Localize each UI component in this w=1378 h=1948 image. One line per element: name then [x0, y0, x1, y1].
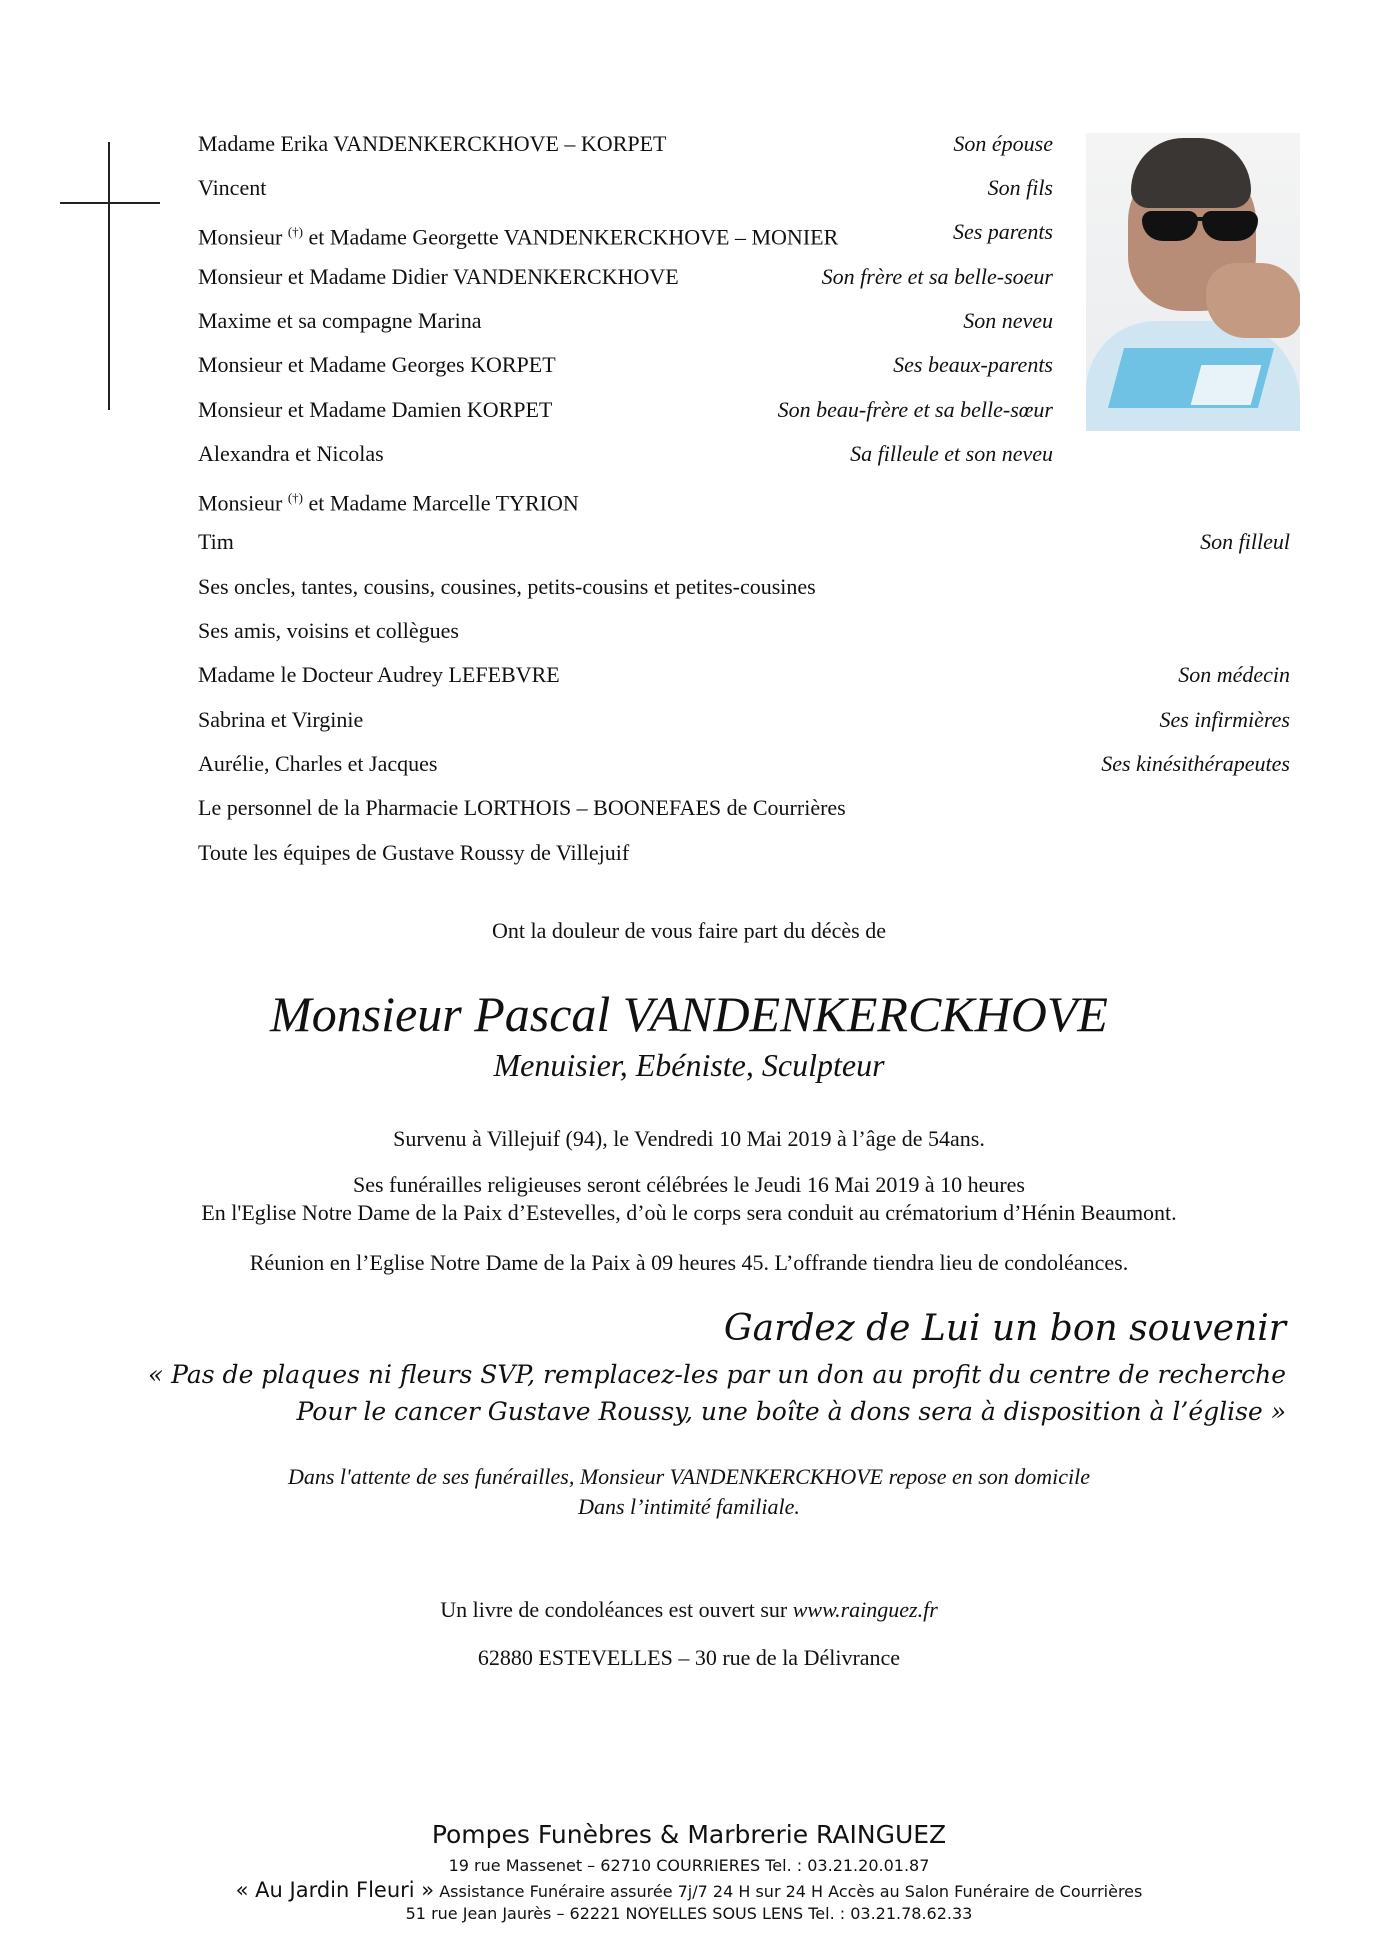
donation-quote-2: Pour le cancer Gustave Roussy, une boîte à dons sera à disposition à l’église »: [296, 1397, 1286, 1426]
family-name: Ses oncles, tantes, cousins, cousines, petits-cousins et petites-cousines: [198, 574, 816, 599]
family-name: Monsieur et Madame Georges KORPET: [198, 352, 556, 377]
deceased-name: Monsieur Pascal VANDENKERCKHOVE: [270, 986, 1108, 1042]
company-address-2: 51 rue Jean Jaurès – 62221 NOYELLES SOUS LENS Tel. : 03.21.78.62.33: [405, 1904, 973, 1923]
donation-quote-1: « Pas de plaques ni fleurs SVP, remplacez-les par un don au profit du centre de recherche: [147, 1360, 1286, 1389]
family-relation: Son frère et sa belle-soeur: [821, 264, 1053, 289]
family-name: Vincent: [198, 175, 267, 200]
family-name: Monsieur et Madame Didier VANDENKERCKHOVE: [198, 264, 679, 289]
family-relation: Ses infirmières: [1159, 707, 1290, 732]
family-name: Alexandra et Nicolas: [198, 441, 384, 466]
family-name: Monsieur (†) et Madame Georgette VANDENKERCKHOVE – MONIER: [198, 224, 839, 250]
funeral-line-2: En l'Eglise Notre Dame de la Paix d’Estevelles, d’où le corps sera conduit au crématorium d’Hénin Beaumont.: [201, 1200, 1177, 1225]
motto: Gardez de Lui un bon souvenir: [723, 1308, 1286, 1349]
company-name: Pompes Funèbres & Marbrerie RAINGUEZ: [431, 1820, 947, 1849]
family-relation: Son filleul: [1200, 529, 1290, 554]
family-relation: Son épouse: [953, 131, 1053, 156]
family-name: Sabrina et Virginie: [198, 707, 364, 732]
family-relation: Son beau-frère et sa belle-sœur: [777, 397, 1053, 422]
portrait-photo: [1086, 133, 1300, 431]
deceased-mark: (†): [287, 224, 303, 239]
cross-horizontal: [60, 202, 160, 204]
family-relation: Sa filleule et son neveu: [850, 441, 1053, 466]
family-name: Tim: [198, 529, 234, 554]
death-details: Survenu à Villejuif (94), le Vendredi 10 Mai 2019 à l’âge de 54ans.: [393, 1126, 985, 1151]
family-name: Monsieur (†) et Madame Marcelle TYRION: [198, 490, 579, 516]
family-name: Maxime et sa compagne Marina: [198, 308, 482, 333]
family-relation: Ses beaux-parents: [893, 352, 1053, 377]
family-name: Madame Erika VANDENKERCKHOVE – KORPET: [198, 131, 667, 156]
family-relation: Son médecin: [1178, 662, 1290, 687]
family-name: Madame le Docteur Audrey LEFEBVRE: [198, 662, 560, 687]
family-address: 62880 ESTEVELLES – 30 rue de la Délivrance: [477, 1645, 901, 1670]
cross-vertical: [108, 142, 110, 410]
family-relation: Ses parents: [952, 219, 1053, 244]
family-name: Monsieur et Madame Damien KORPET: [198, 397, 553, 422]
family-name: Le personnel de la Pharmacie LORTHOIS – BOONEFAES de Courrières: [198, 795, 846, 820]
family-name: Ses amis, voisins et collègues: [198, 618, 459, 643]
family-name: Toute les équipes de Gustave Roussy de Villejuif: [198, 840, 630, 865]
rest-line-1: Dans l'attente de ses funérailles, Monsieur VANDENKERCKHOVE repose en son domicile: [287, 1464, 1091, 1489]
condolence-link[interactable]: www.rainguez.fr: [792, 1597, 938, 1622]
announcement-intro: Ont la douleur de vous faire part du décès de: [491, 918, 887, 943]
family-name: Aurélie, Charles et Jacques: [198, 751, 438, 776]
family-relation: Son fils: [987, 175, 1053, 200]
condolence-book: Un livre de condoléances est ouvert sur www.rainguez.fr: [440, 1597, 938, 1622]
meeting-details: Réunion en l’Eglise Notre Dame de la Paix à 09 heures 45. L’offrande tiendra lieu de condoléances.: [249, 1250, 1129, 1275]
rest-line-2: Dans l’intimité familiale.: [578, 1494, 800, 1519]
company-services: « Au Jardin Fleuri » Assistance Funéraire assurée 7j/7 24 H sur 24 H Accès au Salon Funéraire de Courrières: [235, 1878, 1143, 1902]
funeral-line-1: Ses funérailles religieuses seront célébrées le Jeudi 16 Mai 2019 à 10 heures: [352, 1172, 1025, 1197]
brand-name: « Au Jardin Fleuri »: [235, 1878, 435, 1902]
deceased-profession: Menuisier, Ebéniste, Sculpteur: [493, 1047, 885, 1083]
deceased-mark: (†): [287, 490, 303, 505]
company-address-1: 19 rue Massenet – 62710 COURRIERES Tel. : 03.21.20.01.87: [448, 1856, 930, 1875]
family-relation: Son neveu: [963, 308, 1053, 333]
family-relation: Ses kinésithérapeutes: [1101, 751, 1290, 776]
